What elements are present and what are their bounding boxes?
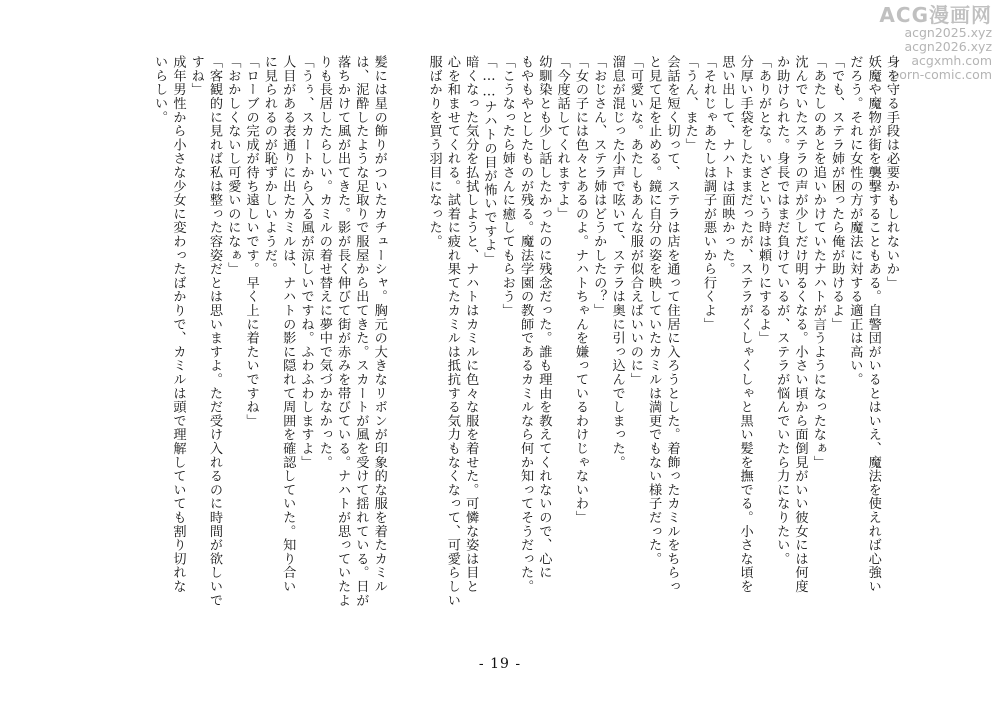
text-line: 「おじさん、ステラ姉はどうかしたの？」 bbox=[591, 55, 607, 318]
text-line bbox=[406, 55, 424, 645]
text-line: 「ありがとな。いざという時は頼りにするよ」 bbox=[755, 55, 771, 345]
text-line: 「可愛いな。あたしもあんな服が似合えばいいのに」 bbox=[627, 55, 643, 387]
text-line: 心を和ませてくれる。試着に疲れ果てたカミルは抵抗する気力もなくなって、可愛らしい bbox=[444, 55, 460, 607]
text-line: すね」 bbox=[188, 55, 204, 97]
text-line: だろう。それに女性の方が魔法に対する適正は高い。 bbox=[847, 55, 863, 387]
text-line: 「うぅ、スカートから入る風が涼しいですね。ふわふわしますよ」 bbox=[298, 55, 314, 469]
text-line: 「こうなったら姉さんに癒してもらおう」 bbox=[499, 55, 515, 318]
text-line: は、泥酔したような足取りで服屋から出てきた。スカートが風を受けて揺れている。日が bbox=[353, 55, 369, 607]
text-line: 会話を短く切って、ステラは店を通って住居に入ろうとした。着飾ったカミルをちらっ bbox=[664, 55, 680, 594]
text-line: りも長居したらしい。カミルの着せ替えに夢中で気づかなかった。 bbox=[316, 55, 332, 469]
text-line: 人目がある表通りに出たカミルは、ナハトの影に隠れて周囲を確認していた。知り合い bbox=[280, 55, 296, 594]
watermark-url-4: porn-comic.com bbox=[891, 67, 992, 82]
text-line: 「それじゃあたしは調子が悪いから行くよ」 bbox=[701, 55, 717, 331]
text-line: もやもやとしたものが残る。魔法学園の教師であるカミルなら何か知ってそうだった。 bbox=[518, 55, 534, 594]
text-line: 「おかしくないし可愛いのになぁ」 bbox=[225, 55, 241, 276]
vertical-text-body bbox=[150, 55, 900, 645]
text-line: 「ローブの完成が待ち遠しいです。早く上に着たいですね」 bbox=[243, 55, 259, 428]
text-line: 妖魔や魔物が街を襲撃することもある。自警団がいるとはいえ、魔法を使えれば心強い bbox=[865, 55, 881, 594]
text-line: 落ちかけて風が出てきた。影が長く伸びて街が赤みを帯びている。ナハトが思っていたよ bbox=[335, 55, 351, 607]
page-number: - 19 - bbox=[478, 656, 522, 672]
text-line: 服ばかりを買う羽目になった。 bbox=[426, 55, 442, 249]
text-line: 「あたしのあとを追いかけていたナハトが言うようになったなぁ」 bbox=[810, 55, 826, 469]
text-line: 分厚い手袋をしたままだったが、ステラがくしゃくしゃと黒い髪を撫でる。小さな頃を bbox=[737, 55, 753, 594]
text-line: に見られるのが恥ずかしいようだ。 bbox=[261, 55, 277, 276]
text-line: 身を守る手段は必要かもしれないか」 bbox=[884, 55, 899, 290]
text-line: 「今度話してくれますよ」 bbox=[554, 55, 570, 221]
watermark-logo: ACG漫画网 bbox=[879, 3, 992, 27]
text-line bbox=[388, 55, 406, 645]
text-line: 幼馴染とも少し話したかったのに残念だった。誰も理由を教えてくれないので、心に bbox=[536, 55, 552, 580]
text-line: 成年男性から小さな少女に変わったばかりで、カミルは頭で理解していても割り切れな bbox=[170, 55, 186, 594]
text-line: 思い出して、ナハトは面映かった。 bbox=[719, 55, 735, 276]
text-line: か助けられた。身長ではまだ負けているが、ステラが悩んでいたら力になりたい。 bbox=[774, 55, 790, 566]
text-line: いらしい。 bbox=[152, 55, 168, 124]
text-line: 暗くなった気分を払拭しようと、ナハトはカミルに色々な服を着せた。可憐な姿は目と bbox=[463, 55, 479, 594]
text-line: 溜息が混じった小声で呟いて、ステラは奥に引っ込んでしまった。 bbox=[609, 55, 625, 469]
text-line: 「客観的に見れば私は整った容姿だとは思いますよ。ただ受け入れるのに時間が欲しいで bbox=[207, 55, 223, 607]
text-line: 「うん、また」 bbox=[682, 55, 698, 152]
watermark-url-3: acgxmh.com bbox=[911, 53, 992, 68]
text-line: 髪には星の飾りがついたカチューシャ。胸元の大きなリボンが印象的な服を着たカミル bbox=[371, 55, 387, 594]
text-line: 「女の子には色々とあるのよ。ナハトちゃんを嫌っているわけじゃないわ」 bbox=[572, 55, 588, 525]
watermark-url-1: acgn2025.xyz bbox=[904, 25, 992, 40]
text-line: と見て足を止める。鏡に自分の姿を映していたカミルは満更でもない様子だった。 bbox=[646, 55, 662, 566]
text-line: 「でも、ステラ姉が困ったら俺が助けるよ」 bbox=[829, 55, 845, 331]
watermark-url-2: acgn2026.xyz bbox=[904, 39, 992, 54]
text-line: 「……ナハトの目が怖いですよ」 bbox=[481, 55, 497, 266]
text-line: 沈んでいたステラの声が少しだけ明るくなる。小さい頃から面倒見がいい彼女には何度 bbox=[792, 55, 808, 594]
